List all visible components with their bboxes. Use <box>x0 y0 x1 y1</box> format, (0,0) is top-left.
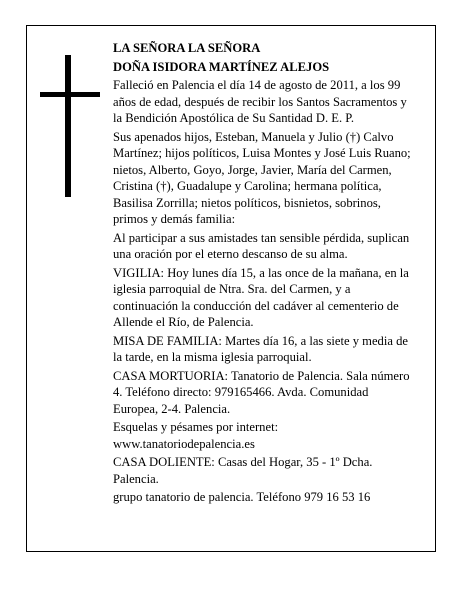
online-condolences: Esquelas y pésames por internet: www.tanatoriodepalencia.es <box>113 420 279 451</box>
obituary-text <box>113 40 413 508</box>
death-announcement: Falleció en Palencia el día 14 de agosto de 2011, a los 99 años de edad, después de recibir los Santos Sacramentos y la Bendición Apostólica de Su Santidad D. E. P. <box>113 78 407 125</box>
cross-horizontal-bar <box>40 92 100 97</box>
family-list: Sus apenados hijos, Esteban, Manuela y Julio (†) Calvo Martínez; hijos políticos, Luisa Montes y José Luis Ruano; nietos, Alberto, Goyo, Jorge, Javier, María del Carmen, Cristina (†), Guadalupe y Carolina; hermana política, Basilisa Zorrilla; nietos políticos, bisnietos, sobrinos, primos y demás familia: <box>113 129 411 226</box>
mourning-house: CASA DOLIENTE: Casas del Hogar, 35 - 1º Dcha. Palencia. <box>113 455 373 486</box>
cross-vertical-bar <box>65 55 71 197</box>
vigil-info: VIGILIA: Hoy lunes día 15, a las once de la mañana, en la iglesia parroquial de Ntra. Sra. del Carmen, y a continuación la conducción del cadáver al cementerio de Allende el Río, de Palencia. <box>113 265 409 329</box>
prayer-request: Al participar a sus amistades tan sensible pérdida, suplican una oración por el eterno descanso de su alma. <box>113 230 410 261</box>
family-mass-info: MISA DE FAMILIA: Martes día 16, a las siete y media de la tarde, en la misma iglesia parroquial. <box>113 333 408 364</box>
heading-line-1: LA SEÑORA LA SEÑORA <box>113 41 261 55</box>
cross-icon <box>40 55 100 197</box>
funeral-home-info: CASA MORTUORIA: Tanatorio de Palencia. Sala número 4. Teléfono directo: 979165466. Avda. Comunidad Europea, 2-4. Palencia. <box>113 368 410 416</box>
deceased-name: DOÑA ISIDORA MARTÍNEZ ALEJOS <box>113 59 330 74</box>
funeral-group-contact: grupo tanatorio de palencia. Teléfono 979 16 53 16 <box>113 490 371 504</box>
